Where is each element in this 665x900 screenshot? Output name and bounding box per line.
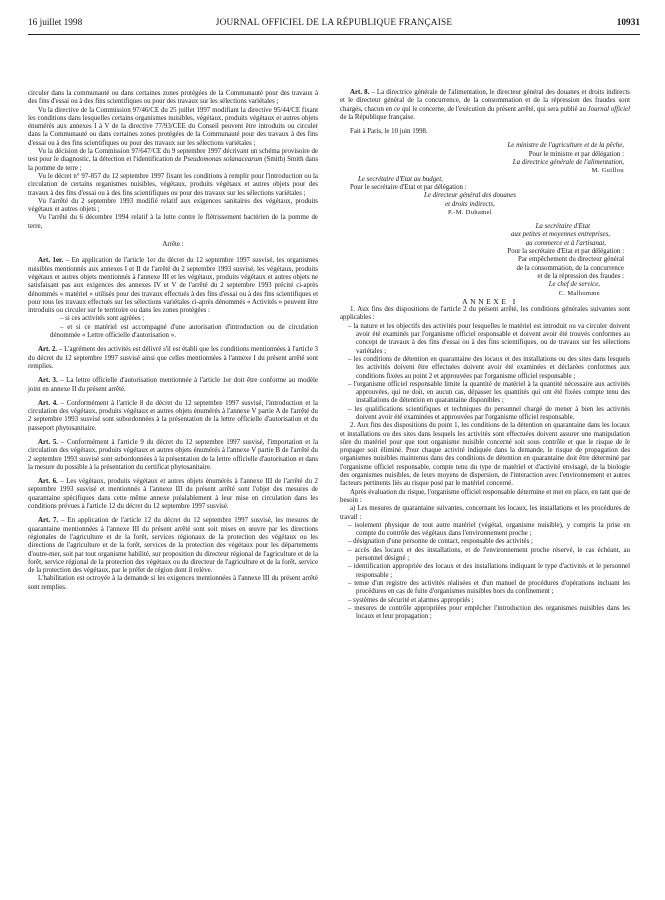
article-label: Art. 7. [38,517,59,525]
paragraph: Vu l'arrêté du 6 décembre 1994 relatif à la lutte contre le flétrissement bactérien de la pomme de terre, [28,214,318,230]
article-text: – Conformément à l'article 8 du décret du 12 septembre 1997 susvisé, l'introduction et la circulation des végétaux, produits végétaux et autres objets énumérés à l'annexe V partie A de l'arrêté du 2 septembre 1993 susvisé sont subordonnées à la présentation de la lettre officielle d'autorisation et du passeport phytosanitaire. [28,399,318,432]
signature-delegation: Pour le secrétaire d'Etat et par délégation : [350,183,467,191]
paragraph: Vu le décret n° 97-857 du 12 septembre 1997 fixant les conditions à remplir pour l'introduction ou la circulation de certains organismes nuisibles, végétaux, produits végétaux et autres objets pour des travaux à des fins d'essai ou à des fins scientifiques ou pour des travaux sur les sélections variétales ; [28,172,318,197]
paragraph: 2. Aux fins des dispositions du point 1, les conditions de la détention en quarantaine dans les locaux et installations ou des sites dans lesquels les activités sont effectuées doivent assurer une manipulation sûre du matériel pour que tout organisme nuisible concerné soit sous contrôle et que le risque de le propager soit éliminé. Pour chaque activité indiquée dans la demande, le risque de propagation des organismes nuisibles maintenus dans des conditions de détention en quarantaine doit être déterminé par l'organisme officiel responsable, compte tenu du type de matériel et d'activité envisagé, de la biologie des organismes nuisibles, de leurs moyens de dispersion, de l'interaction avec l'environnement et autres facteurs pertinents liés au risque posé par le matériel concerné. [340,422,630,488]
article-text: – Conformément à l'article 9 du décret du 12 septembre 1997 susvisé, l'importation et la circulation des végétaux, produits végétaux et autres objets énumérés à l'annexe V partie B de l'arrêté du 2 septembre 1993 susvisé sont subordonnées à la présentation de la lettre officielle d'autorisation et dans la mesure du possible à la présentation du certificat phytosanitaire. [28,438,319,471]
paragraph: Après évaluation du risque, l'organisme officiel responsable détermine et met en place, en tant que de besoin : [340,488,630,504]
left-column [28,90,318,592]
arrete-heading: Arrête : [162,241,184,249]
article-text: – La lettre officielle d'autorisation mentionnée à l'article 1er doit être conforme au modèle joint en annexe II du présent arrêté. [28,377,318,393]
list-item: – les qualifications scientifiques et techniques du personnel chargé de mener à bien les activités doivent avoir été examinées et approuvées par l'organisme officiel responsable. [348,405,630,421]
signature-delegation: Pour le ministre et par délégation : [528,150,624,158]
right-column [340,89,630,621]
list-item: – l'organisme officiel responsable limite la quantité de matériel à la quantité nécessaire aux activités approuvées, qui ne doit, en aucun cas, dépasser les quantités qui ont été fixées compte tenu des installations de détention en quarantaine disponibles ; [348,380,630,405]
article-label: Art. 3. [38,377,58,385]
paragraph: Vu l'arrêté du 2 septembre 1993 modifié relatif aux exigences sanitaires des végétaux, produits végétaux et autres objets ; [28,197,318,214]
article-label: Art. 1er. [38,257,64,265]
signature-title: Le directeur général des douanes [424,192,516,200]
text-run: (Smith) Smith dans la pomme de terre ; [28,156,318,172]
list-item: – la nature et les objectifs des activités pour lesquelles le matériel est introduit ou va circuler doivent avoir été examinés par l'organisme officiel responsable et doivent avoir été trouvés conformes au concept de travaux à des fins d'essai ou à des fins scientifiques, ou de travaux sur les sélections variétales ; [348,322,630,355]
list-item: – identification appropriée des locaux et des installations indiquant le type d'activités et le personnel responsable ; [348,563,630,579]
list-item: – isolement physique de tout autre matériel (végétal, organisme nuisible), y compris la prise en compte du contrôle des végétaux dans l'environnement proche ; [348,521,630,538]
article-label: Art. 4. [38,399,58,407]
signature-delegation: et de la répression des fraudes : [537,272,624,280]
signatory-name: P.-M. Duhamel [447,208,493,216]
signature-title: et droits indirects, [445,200,495,208]
signature-title: Le secrétaire d'Etat au budget, [358,175,443,183]
list-item: – désignation d'une personne de contact, responsable des activités ; [348,538,533,546]
text-run: Vu la décision de la Commission 97/647/CE du 9 septembre 1997 décrivant un schéma provisoire de test pour le diagnostic, la détection et l'identification de [28,148,318,164]
article-text: de la République française. [340,113,415,121]
page-number: 10931 [616,18,640,28]
signature-delegation: Par empêchement du directeur général [518,256,624,264]
article-4 [28,400,318,433]
article-6 [28,478,318,511]
article-5 [28,439,318,472]
signatory-name: M. Guillou [591,167,624,175]
article-text: – L'agrément des activités est délivré s'il est établi que les conditions mentionnées à l'article 3 du décret du 12 septembre 1997 susvisé ainsi que celles mentionnées à l'annexe I du présent arrêté sont remplies. [28,346,318,370]
paragraph: a) Les mesures de quarantaine suivantes, concernant les locaux, les installations et les procédures de travail : [340,505,630,521]
article-label: Art. 6. [38,478,58,486]
paragraph: 1. Aux fins des dispositions de l'article 2 du présent arrêté, les conditions générales suivantes sont applicables : [340,306,630,322]
list-item: – mesures de contrôle appropriées pour empêcher l'introduction des organismes nuisibles dans les locaux et leur propagation ; [348,604,630,621]
article-2 [28,346,318,371]
list-item: – accès des locaux et des installations, et de l'environnement proche réservé, le cas échéant, au personnel désigné ; [348,546,630,563]
list-item: – et si ce matériel est accompagné d'une autorisation d'introduction ou de circulation dénommée « Lettre officielle d'autorisation ». [50,323,318,340]
signatory-name: C. Malhomme [558,289,600,297]
page-header [28,18,640,34]
journal-name: Journal officiel [587,105,630,113]
article-text: – En application de l'article 1er du décret du 12 septembre 1997 susvisé, les organismes nuisibles mentionnés aux annexes I et II de l'arrêté du 2 septembre 1993 susvisé, les végétaux, produits végétaux et autres objets mentionnés à l'annexe III et les végétaux, produits végétaux et autres objets ne satisfaisant pas aux exigences des annexes IV et V de l'arrêté du 2 septembre 1993 précité ci-après dénommés « matériel » utilisés pour des travaux effectués à des fins d'essai ou à des fins scientifiques et pour tous les travaux effectués sur les sélections variétales ci-après dénommés « Activités » peuvent être introduits ou circuler sur le territoire ou dans les zones protégées : [28,257,318,315]
signature-title: La secrétaire d'Etat [535,223,590,231]
signature-delegation: Pour la secrétaire d'Etat et par délégation : [507,248,624,256]
header-date: 16 juillet 1998 [28,18,83,28]
list-item: – systèmes de sécurité et alarmes appropriés ; [348,596,474,604]
paragraph: L'habilitation est octroyée à la demande si les exigences mentionnées à l'annexe III du présent arrêté sont remplies. [28,575,318,591]
article-7 [28,517,318,575]
article-label: Art. 5. [38,438,58,446]
article-text: – Les végétaux, produits végétaux et autres objets énumérés à l'annexe III de l'arrêté du 2 septembre 1993 susvisé et mentionnés à l'annexe III du présent arrêté sont l'objet des mesures de quarantaine spécifiques dans cette même annexe préalablement à leur mise en circulation dans les conditions prévues à l'article 12 du décret du 12 septembre 1997 susvisé. [28,478,318,511]
species-name: Pseudomonas solanacearum [183,156,263,164]
list-item: – les conditions de détention en quarantaine des locaux et des installations ou des sites dans lesquels les activités doivent être effectuées doivent avoir été examinées et déclarées conformes aux conditions fixées au point 2 et approuvées par l'organisme officiel responsable ; [348,355,630,380]
article-text: – En application de l'article 12 du décret du 12 septembre 1997 susvisé, les mesures de quarantaine mentionnées à l'annexe III du présent arrêté sont soit mises en œuvre par les directions régionales de l'agriculture et de la forêt, services régionaux de la protection des végétaux ou les directions de l'agriculture et de la forêt, services de la protection des végétaux pour les départements d'outre-mer, soit par tout organisme habilité, sur proposition du directeur régional de l'agriculture et de la forêt, service régional de la protection des végétaux ou du directeur de l'agriculture et de la forêt, service de la protection des végétaux, par le préfet de région dont il relève. [28,517,318,575]
signature-title: Le chef de service, [548,281,600,289]
signature-title: La directrice générale de l'alimentation, [512,159,624,167]
paragraph [28,148,318,173]
fait-a-paris: Fait à Paris, le 10 juin 1998. [350,128,428,136]
article-text: – La directrice générale de l'alimentation, le directeur général des douanes et droits indirects et le directeur général de la concurrence, de la consommation et de la répression des fraudes sont chargés, chacun en ce qui le concerne, de l'exécution du présent arrêté, qui sera publié au [340,89,630,113]
journal-title: JOURNAL OFFICIEL DE LA RÉPUBLIQUE FRANÇAISE [215,18,453,28]
article-8 [340,89,630,122]
paragraph: Vu la directive de la Commission 97/46/CE du 25 juillet 1997 modifiant la directive 95/44/CE fixant les conditions dans lesquelles certains organismes nuisibles, végétaux, produits végétaux et autres objets énumérés aux annexes I à V de la directive 77/93/CEE du Conseil peuvent être introduits ou circuler dans la Communauté ou dans certaines zones protégées de la Communauté pour des travaux à des fins d'essai ou à des fins scientifiques ou pour des travaux sur les sélections variétales ; [28,106,318,147]
list-item: – tenue d'un registre des activités réalisées et d'un manuel de procédures d'opérations incluant les procédures en cas de fuite d'organismes nuisibles hors du confinement ; [348,579,630,596]
annexe-heading: ANNEXE I [462,296,518,306]
article-1 [28,257,318,315]
paragraph: circuler dans la communauté ou dans certaines zones protégées de la Communauté pour des travaux à des fins d'essai ou à des fins scientifiques ou pour des travaux sur les sélections variétales ; [28,90,318,106]
list-item: – si ces activités sont agréées ; [60,315,145,323]
header-rule [28,34,640,35]
article-label: Art. 2. [38,346,58,354]
article-label: Art. 8. [350,89,370,96]
signature-delegation: de la consommation, de la concurrence [516,264,624,272]
signature-title: au commerce et à l'artisanat, [525,239,606,247]
signature-title: Le ministre de l'agriculture et de la pêche, [507,142,624,150]
signature-title: aux petites et moyennes entreprises, [510,231,610,239]
article-3 [28,377,318,394]
